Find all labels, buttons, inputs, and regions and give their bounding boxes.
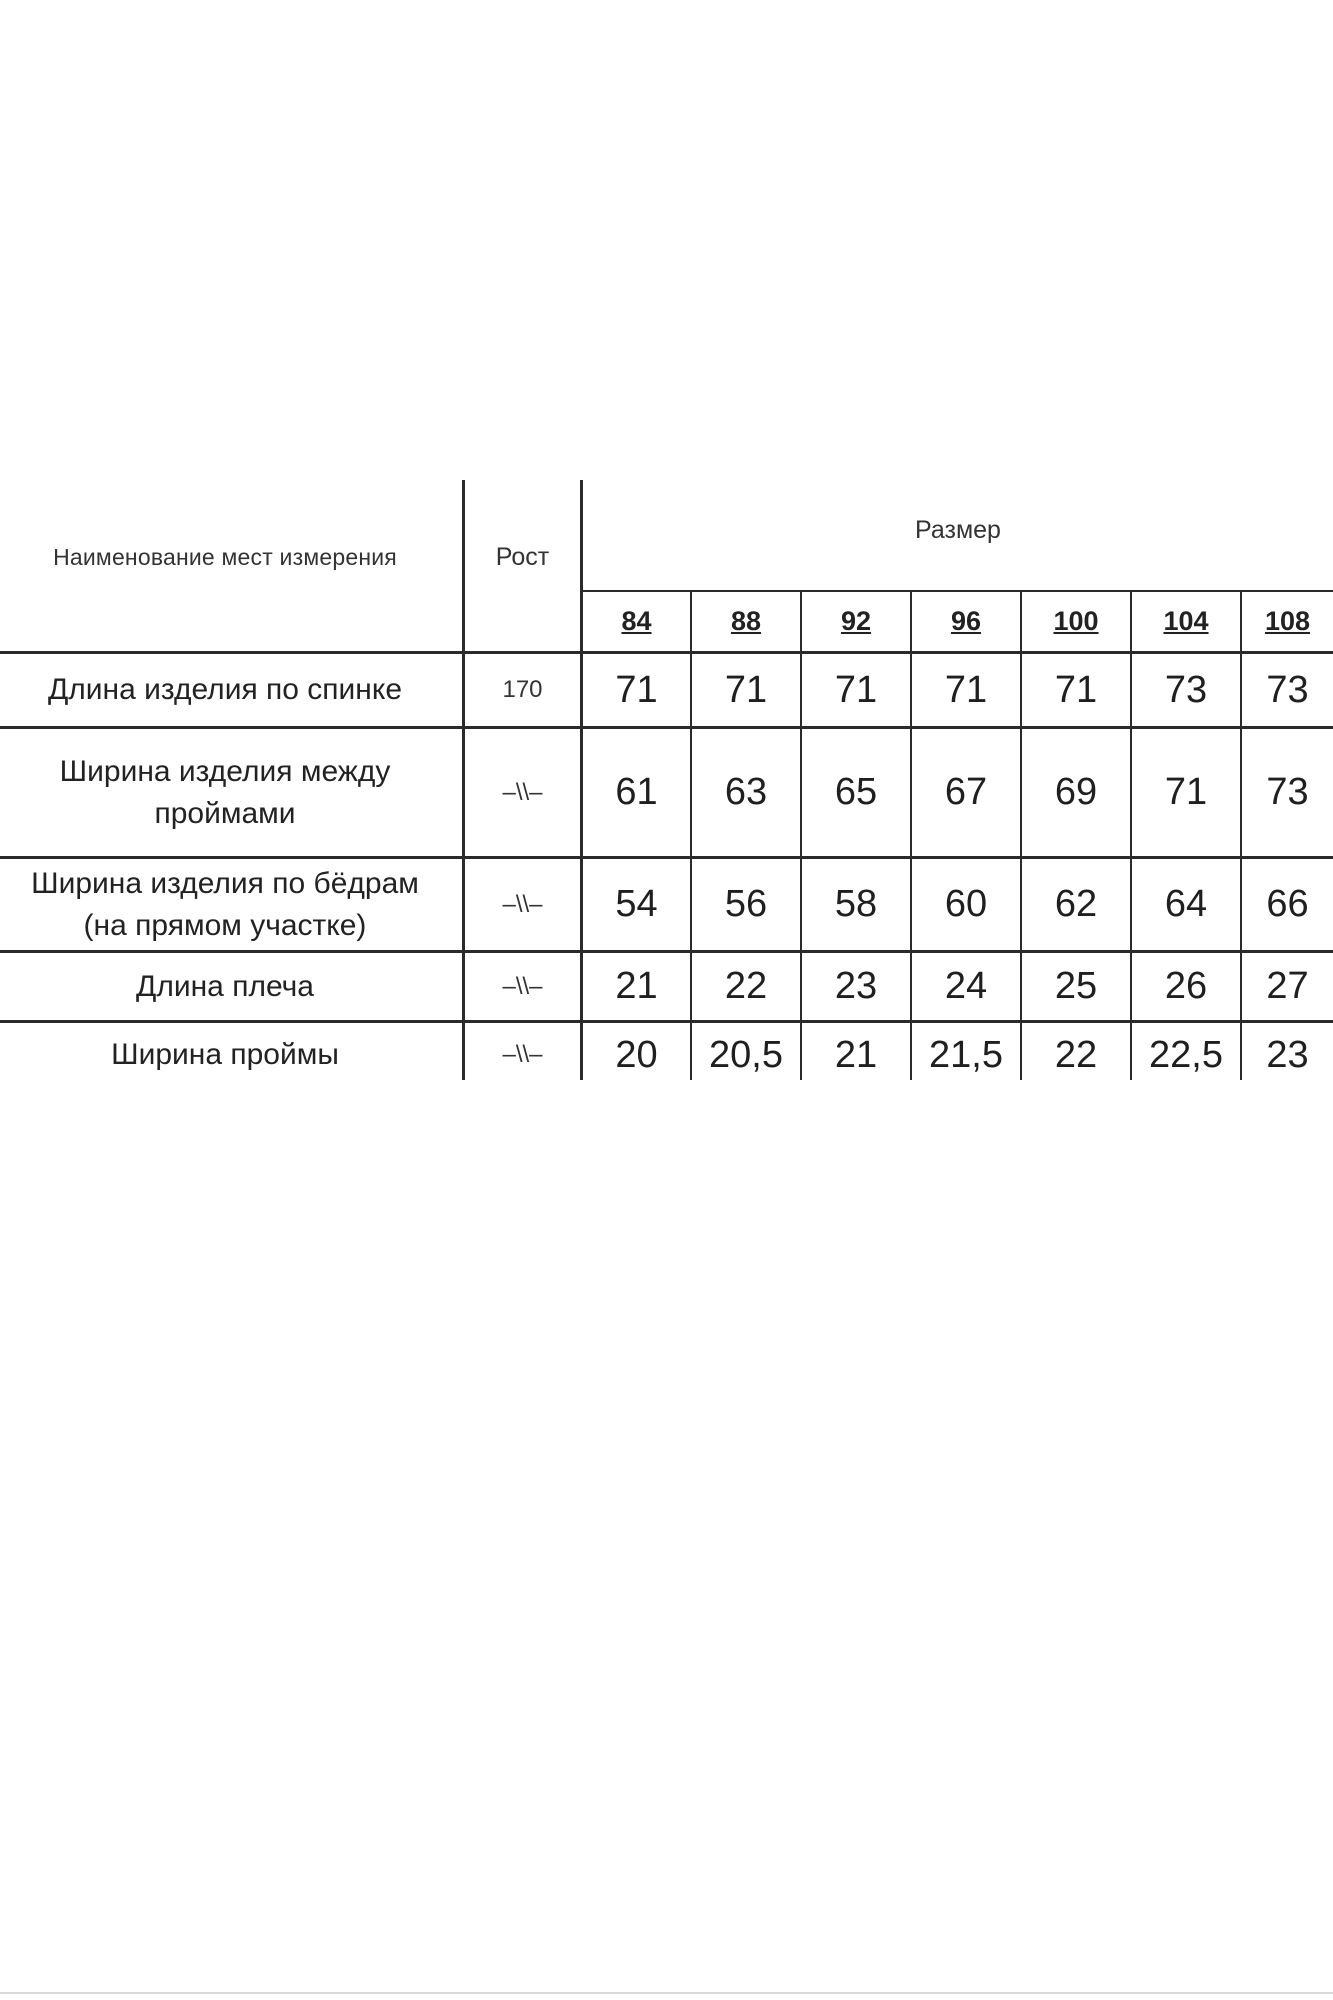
row-1-value-88: 71	[724, 668, 768, 711]
size-100: 100	[1053, 606, 1099, 636]
row-4-value-96: 24	[944, 965, 988, 1007]
row-5-value-96: 21,5	[929, 1033, 1003, 1076]
row-4-value-100: 25	[1054, 965, 1098, 1007]
row-2-value-104: 71	[1164, 771, 1208, 813]
header-size: Размер	[915, 515, 1001, 544]
size-84: 84	[621, 606, 652, 636]
header-measurement-name: Наименование мест измерения	[53, 544, 397, 570]
row-5-value-104: 22,5	[1149, 1033, 1223, 1076]
row-3-value-96: 60	[944, 883, 988, 925]
row-1-value-96: 71	[944, 668, 988, 711]
row-5-value-100: 22	[1054, 1033, 1098, 1076]
row-5-value-108: 23	[1266, 1033, 1309, 1076]
row-2-value-88: 63	[724, 771, 768, 813]
row-2-height: –\\–	[502, 778, 543, 806]
size-88: 88	[730, 606, 762, 636]
row-5-height: –\\–	[502, 1041, 543, 1068]
row-1-height: 170	[502, 676, 543, 703]
size-104: 104	[1163, 606, 1209, 636]
size-92: 92	[840, 606, 872, 636]
row-5-value-88: 20,5	[709, 1033, 783, 1076]
page-bottom-edge	[0, 1992, 1333, 1994]
row-4-value-84: 21	[615, 965, 658, 1007]
row-3-value-108: 66	[1266, 883, 1309, 925]
row-1-value-100: 71	[1054, 668, 1098, 711]
row-5-value-92: 21	[834, 1033, 878, 1076]
row-4-value-104: 26	[1164, 965, 1208, 1007]
header-height: Рост	[495, 543, 550, 571]
row-2-value-92: 65	[834, 771, 878, 813]
row-1-value-92: 71	[834, 668, 878, 711]
row-2-value-84: 61	[615, 771, 658, 813]
row-1-value-84: 71	[615, 668, 658, 711]
row-5-value-84: 20	[615, 1033, 658, 1076]
row-4-value-92: 23	[834, 965, 878, 1007]
size-108: 108	[1264, 606, 1311, 636]
row-4-name: Длина плеча	[136, 969, 314, 1003]
row-3-name: Ширина изделия по бёдрам (на прямом участке)	[31, 866, 419, 942]
row-4-value-108: 27	[1266, 965, 1309, 1007]
row-2-value-96: 67	[944, 771, 988, 813]
row-4-height: –\\–	[502, 972, 543, 1000]
row-4-value-88: 22	[724, 965, 768, 1007]
row-2-value-100: 69	[1054, 771, 1098, 813]
row-1-name: Длина изделия по спинке	[47, 673, 403, 706]
row-3-value-92: 58	[834, 883, 878, 925]
row-1-value-104: 73	[1164, 668, 1208, 711]
row-3-value-100: 62	[1054, 883, 1098, 925]
row-3-value-104: 64	[1164, 883, 1208, 925]
row-3-value-88: 56	[724, 883, 768, 925]
row-2-value-108: 73	[1266, 771, 1309, 813]
row-5-name: Ширина проймы	[111, 1038, 339, 1071]
row-1-value-108: 73	[1266, 668, 1309, 711]
row-3-height: –\\–	[502, 890, 543, 918]
row-3-value-84: 54	[615, 883, 658, 925]
row-2-name: Ширина изделия между проймами	[59, 754, 391, 830]
size-96: 96	[950, 606, 982, 636]
